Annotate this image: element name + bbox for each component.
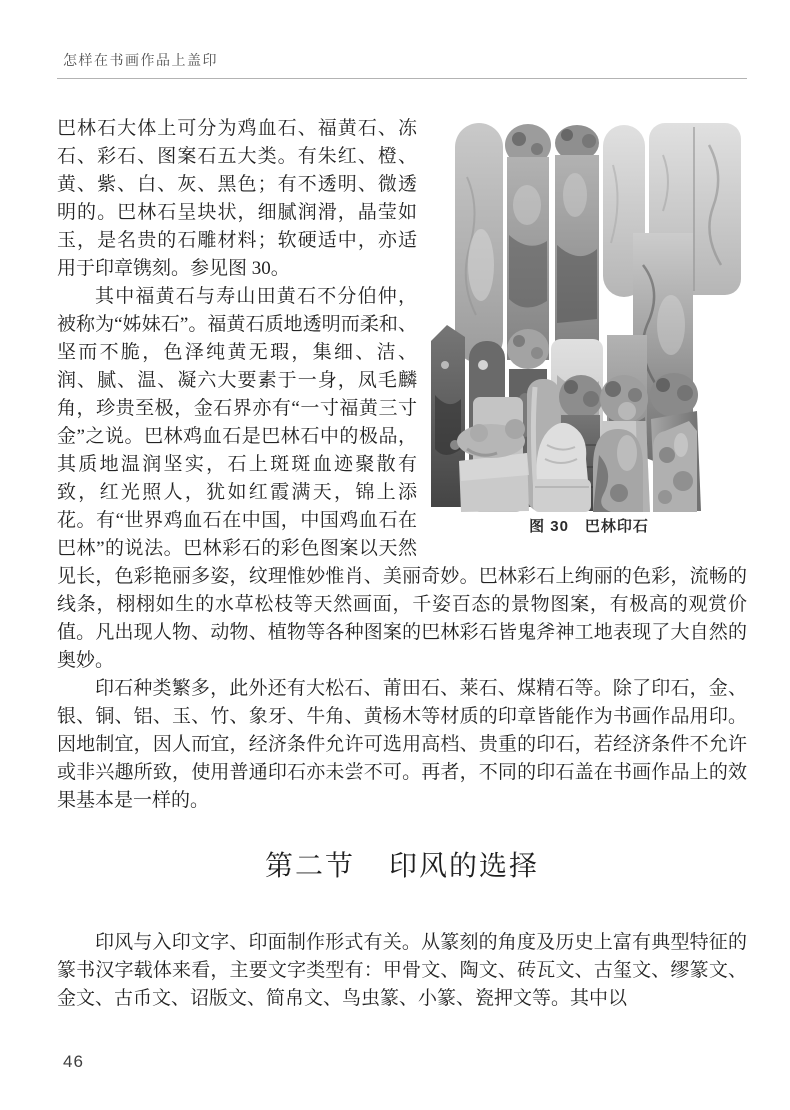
figure-caption: 图 30 巴林印石 [529, 518, 649, 535]
page-number: 46 [63, 1052, 84, 1071]
header-rule [57, 78, 747, 79]
figure-30 [431, 115, 747, 536]
section-heading-number: 第二节 [264, 851, 355, 882]
paragraph-other-seal-stones: 印石种类繁多，此外还有大松石、莆田石、莱石、煤精石等。除了印石，金、银、铜、铝、玉、竹、象牙、牛角、黄杨木等材质的印章皆能作为书画作品用印。因地制宜，因人而宜，经济条件允许可选用高档、贵重的印石，若经济条件不允许或非兴趣所致，使用普通印石亦未尝不可。再者，不同的印石盖在书画作品上的效果基本是一样的。 [57, 678, 747, 811]
running-head: 怎样在书画作品上盖印 [63, 52, 218, 68]
section-heading-title: 印风的选择 [389, 851, 540, 882]
section-heading [57, 853, 747, 881]
page-content [57, 115, 747, 1013]
paragraph-balin-stone-types: 巴林石大体上可分为鸡血石、福黄石、冻石、彩石、图案石五大类。有朱红、橙、黄、紫、白、灰、黑色；有不透明、微透明的。巴林石呈块状，细腻润滑，晶莹如玉，是名贵的石雕材料；软硬适中，亦适用于印章镌刻。参见图 30。 [57, 118, 417, 279]
front-row-stones [453, 419, 697, 512]
paragraph-seal-style-intro: 印风与入印文字、印面制作形式有关。从篆刻的角度及历史上富有典型特征的篆书汉字载体来看，主要文字类型有：甲骨文、陶文、砖瓦文、古玺文、缪篆文、金文、古币文、诏版文、简帛文、鸟虫篆、小篆、瓷押文等。其中以 [57, 932, 747, 1009]
seal-stones-photo [431, 115, 747, 512]
paragraph-fuhuang-chicken-blood: 其中福黄石与寿山田黄石不分伯仲，被称为“姊妹石”。福黄石质地透明而柔和、坚而不脆，色泽纯黄无瑕，集细、洁、润、腻、温、凝六大要素于一身，凤毛麟角，珍贵至极，金石界亦有“一寸福黄三寸金”之说。巴林鸡血石是巴林石中的极品，其质地温润坚实，石上斑斑血迹聚散有致，红光照人，犹如红霞满天，锦上添花。有“世界鸡血石在中国，中国鸡血石在巴林”的说法。巴林彩石的彩色图案以天然见长，色彩艳丽多姿，纹理惟妙惟肖、美丽奇妙。巴林彩石上绚丽的色彩，流畅的线条，栩栩如生的水草松枝等天然画面，千姿百态的景物图案，有极高的观赏价值。凡出现人物、动物、植物等各种图案的巴林彩石皆鬼斧神工地表现了大自然的奥妙。 [57, 286, 747, 671]
